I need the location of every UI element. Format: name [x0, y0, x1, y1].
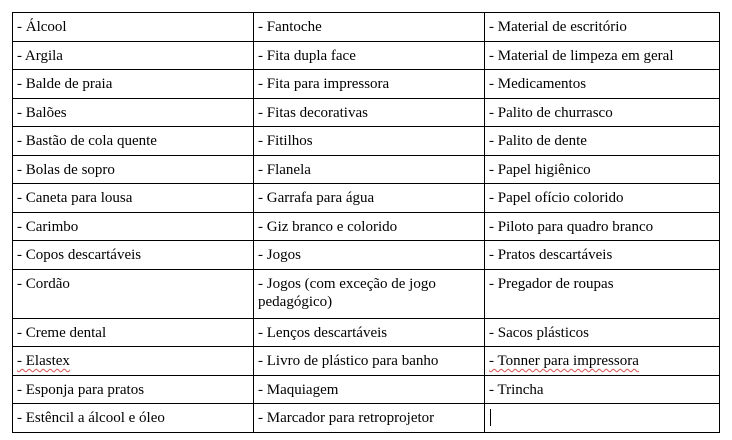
table-cell: - Bastão de cola quente: [13, 127, 254, 156]
table-cell: - Estêncil a álcool e óleo: [13, 404, 254, 433]
table-row: [13, 212, 720, 241]
table-cell: - Garrafa para água: [254, 184, 485, 213]
text-cursor: [490, 409, 491, 426]
table-cell: - Creme dental: [13, 318, 254, 347]
table-cell-editing[interactable]: [485, 404, 720, 433]
table-cell: - Material de limpeza em geral: [485, 41, 720, 70]
table-row: [13, 127, 720, 156]
table-cell: - Fita dupla face: [254, 41, 485, 70]
table-row: [13, 269, 720, 318]
table-cell: - Piloto para quadro branco: [485, 212, 720, 241]
table-cell: - Flanela: [254, 155, 485, 184]
table-row: [13, 241, 720, 270]
table-row: [13, 98, 720, 127]
table-cell: - Sacos plásticos: [485, 318, 720, 347]
table-cell: - Jogos (com exceção de jogo pedagógico): [254, 269, 485, 318]
table-cell: - Cordão: [13, 269, 254, 318]
table-row: [13, 13, 720, 42]
table-row: [13, 375, 720, 404]
spellcheck-flagged-text[interactable]: - Tonner para impressora: [489, 353, 639, 369]
table-cell: - Pregador de roupas: [485, 269, 720, 318]
table-cell: - Copos descartáveis: [13, 241, 254, 270]
table-cell: - Marcador para retroprojetor: [254, 404, 485, 433]
table-row: [13, 70, 720, 99]
table-cell: - Pratos descartáveis: [485, 241, 720, 270]
table-cell: - Balões: [13, 98, 254, 127]
table-cell: - Papel ofício colorido: [485, 184, 720, 213]
supply-list-table: [12, 12, 720, 433]
table-cell: - Material de escritório: [485, 13, 720, 42]
table-cell: - Esponja para pratos: [13, 375, 254, 404]
table-cell: [13, 347, 254, 376]
table-row: [13, 318, 720, 347]
table-row: [13, 155, 720, 184]
table-row: [13, 404, 720, 433]
table-row: [13, 41, 720, 70]
table-cell: - Argila: [13, 41, 254, 70]
table-cell: - Bolas de sopro: [13, 155, 254, 184]
table-cell: - Álcool: [13, 13, 254, 42]
table-cell: - Palito de churrasco: [485, 98, 720, 127]
table-cell: - Fitas decorativas: [254, 98, 485, 127]
table-cell: - Fita para impressora: [254, 70, 485, 99]
table-row: [13, 184, 720, 213]
spellcheck-flagged-text[interactable]: - Elastex: [17, 353, 70, 369]
table-cell: - Fantoche: [254, 13, 485, 42]
table-cell: - Trincha: [485, 375, 720, 404]
table-cell: - Maquiagem: [254, 375, 485, 404]
table-cell: - Jogos: [254, 241, 485, 270]
table-cell: - Fitilhos: [254, 127, 485, 156]
table-cell: - Lenços descartáveis: [254, 318, 485, 347]
table-cell: [485, 347, 720, 376]
table-row: [13, 347, 720, 376]
table-cell: - Carimbo: [13, 212, 254, 241]
table-cell: - Palito de dente: [485, 127, 720, 156]
table-cell: - Medicamentos: [485, 70, 720, 99]
table-cell: - Papel higiênico: [485, 155, 720, 184]
table-cell: - Giz branco e colorido: [254, 212, 485, 241]
table-cell: - Livro de plástico para banho: [254, 347, 485, 376]
table-cell: - Caneta para lousa: [13, 184, 254, 213]
table-cell: - Balde de praia: [13, 70, 254, 99]
